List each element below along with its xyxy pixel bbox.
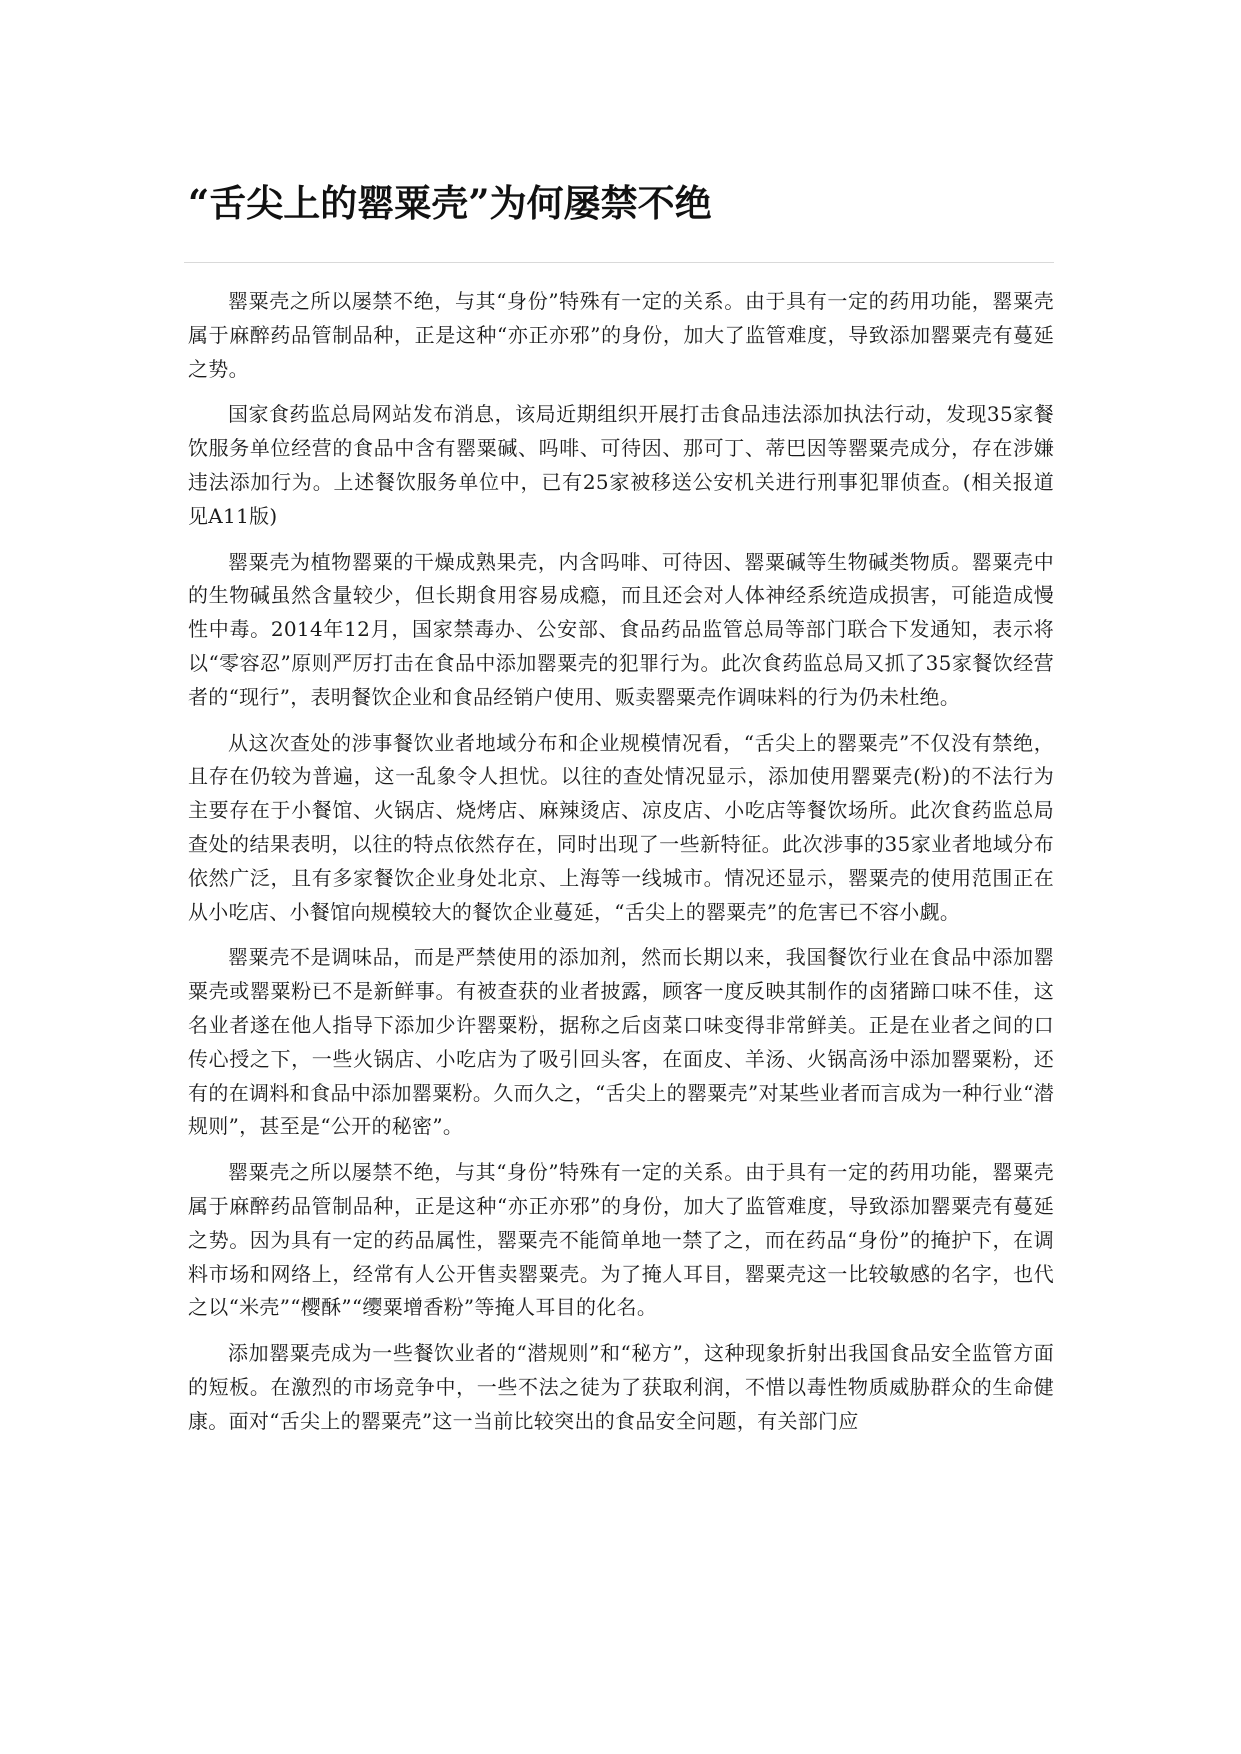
title-divider — [184, 262, 1054, 263]
paragraph: 罂粟壳之所以屡禁不绝，与其“身份”特殊有一定的关系。由于具有一定的药用功能，罂粟壳属于麻醉药品管制品种，正是这种“亦正亦邪”的身份，加大了监管难度，导致添加罂粟壳有蔓延之势。 — [188, 289, 1054, 381]
paragraph: 罂粟壳不是调味品，而是严禁使用的添加剂，然而长期以来，我国餐饮行业在食品中添加罂粟壳或罂粟粉已不是新鲜事。有被查获的业者披露，顾客一度反映其制作的卤猪蹄口味不佳，这名业者遂在他人指导下添加少许罂粟粉，据称之后卤菜口味变得非常鲜美。正是在业者之间的口传心授之下，一些火锅店、小吃店为了吸引回头客，在面皮、羊汤、火锅高汤中添加罂粟粉，还有的在调料和食品中添加罂粟粉。久而久之，“舌尖上的罂粟壳”对某些业者而言成为一种行业“潜规则”，甚至是“公开的秘密”。 — [188, 945, 1054, 1139]
paragraph: 国家食药监总局网站发布消息，该局近期组织开展打击食品违法添加执法行动，发现35家餐饮服务单位经营的食品中含有罂粟碱、吗啡、可待因、那可丁、蒂巴因等罂粟壳成分，存在涉嫌违法添加行为。上述餐饮服务单位中，已有25家被移送公安机关进行刑事犯罪侦查。(相关报道见A11版) — [188, 402, 1054, 528]
paragraph: 罂粟壳为植物罂粟的干燥成熟果壳，内含吗啡、可待因、罂粟碱等生物碱类物质。罂粟壳中的生物碱虽然含量较少，但长期食用容易成瘾，而且还会对人体神经系统造成损害，可能造成慢性中毒。2014年12月，国家禁毒办、公安部、食品药品监管总局等部门联合下发通知，表示将以“零容忍”原则严厉打击在食品中添加罂粟壳的犯罪行为。此次食药监总局又抓了35家餐饮经营者的“现行”，表明餐饮企业和食品经销户使用、贩卖罂粟壳作调味料的行为仍未杜绝。 — [188, 549, 1054, 709]
article-title: “舌尖上的罂粟壳”为何屡禁不绝 — [188, 181, 712, 225]
article-body — [188, 285, 1054, 1451]
paragraph: 从这次查处的涉事餐饮业者地域分布和企业规模情况看，“舌尖上的罂粟壳”不仅没有禁绝，且存在仍较为普遍，这一乱象令人担忧。以往的查处情况显示，添加使用罂粟壳(粉)的不法行为主要存在于小餐馆、火锅店、烧烤店、麻辣烫店、凉皮店、小吃店等餐饮场所。此次食药监总局查处的结果表明，以往的特点依然存在，同时出现了一些新特征。此次涉事的35家业者地域分布依然广泛，且有多家餐饮企业身处北京、上海等一线城市。情况还显示，罂粟壳的使用范围正在从小吃店、小餐馆向规模较大的餐饮企业蔓延，“舌尖上的罂粟壳”的危害已不容小觑。 — [188, 730, 1054, 924]
paragraph: 罂粟壳之所以屡禁不绝，与其“身份”特殊有一定的关系。由于具有一定的药用功能，罂粟壳属于麻醉药品管制品种，正是这种“亦正亦邪”的身份，加大了监管难度，导致添加罂粟壳有蔓延之势。因为具有一定的药品属性，罂粟壳不能简单地一禁了之，而在药品“身份”的掩护下，在调料市场和网络上，经常有人公开售卖罂粟壳。为了掩人耳目，罂粟壳这一比较敏感的名字，也代之以“米壳”“樱酥”“缨粟增香粉”等掩人耳目的化名。 — [188, 1160, 1054, 1320]
document-page — [188, 0, 1054, 1754]
paragraph: 添加罂粟壳成为一些餐饮业者的“潜规则”和“秘方”，这种现象折射出我国食品安全监管方面的短板。在激烈的市场竞争中，一些不法之徒为了获取利润，不惜以毒性物质威胁群众的生命健康。面对“舌尖上的罂粟壳”这一当前比较突出的食品安全问题，有关部门应 — [188, 1341, 1054, 1433]
